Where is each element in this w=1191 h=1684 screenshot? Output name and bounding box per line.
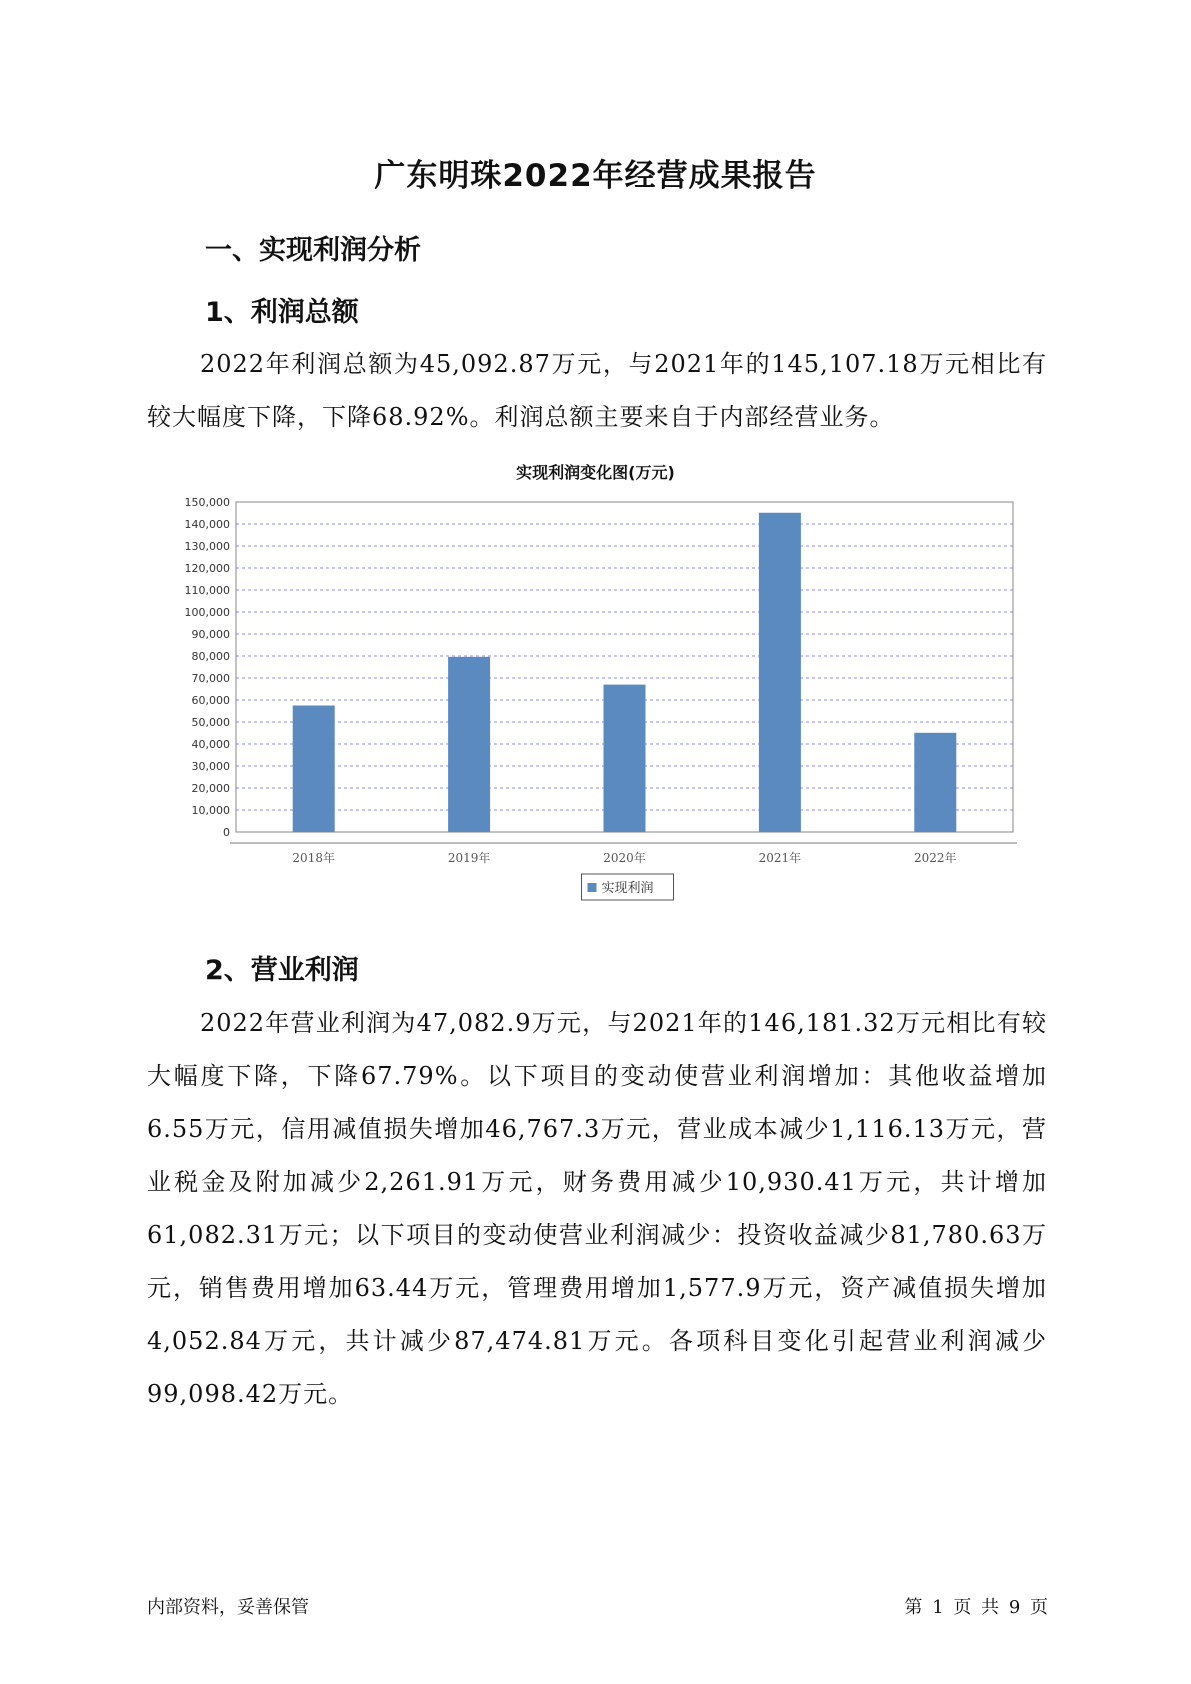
y-tick-label: 90,000: [191, 628, 230, 641]
y-tick-label: 70,000: [191, 672, 230, 685]
y-tick-label: 50,000: [191, 716, 230, 729]
legend-swatch: [588, 883, 597, 892]
y-tick-label: 10,000: [191, 804, 230, 817]
chart-title: 实现利润变化图(万元): [516, 463, 675, 482]
bar: [448, 657, 490, 832]
x-tick-label: 2020年: [603, 851, 646, 865]
legend-label: 实现利润: [601, 881, 654, 896]
y-tick-label: 150,000: [184, 496, 230, 509]
bar: [759, 513, 801, 832]
x-tick-label: 2019年: [447, 851, 491, 865]
footer-confidential: 内部资料，妥善保管: [147, 1597, 309, 1618]
bar: [914, 733, 956, 832]
y-tick-label: 60,000: [191, 694, 230, 707]
y-tick-label: 140,000: [184, 518, 230, 531]
paragraph-profit-total: 2022年利润总额为45,092.87万元，与2021年的145,107.18万元相比有较大幅度下降，下降68.92%。利润总额主要来自于内部经营业务。: [147, 350, 1047, 431]
profit-bar-chart: [150, 488, 1030, 928]
bar: [604, 685, 646, 832]
y-tick-label: 130,000: [184, 540, 230, 553]
x-tick-label: 2021年: [758, 851, 802, 865]
document-title: 广东明珠2022年经营成果报告: [374, 158, 817, 194]
y-tick-label: 100,000: [184, 606, 230, 619]
x-tick-label: 2018年: [292, 851, 335, 865]
y-tick-label: 120,000: [184, 562, 230, 575]
footer-page-number: 第 1 页 共 9 页: [904, 1597, 1048, 1618]
y-tick-label: 80,000: [191, 650, 230, 663]
section-heading: 一、实现利润分析: [205, 235, 421, 266]
y-tick-label: 30,000: [191, 760, 230, 773]
y-tick-label: 40,000: [191, 738, 230, 751]
subsection-heading-operating-profit: 2、营业利润: [205, 955, 359, 986]
paragraph-operating-profit: 2022年营业利润为47,082.9万元，与2021年的146,181.32万元相比有较大幅度下降，下降67.79%。以下项目的变动使营业利润增加：其他收益增加6.55万元，信用减值损失增加46,767.3万元，营业成本减少1,116.13万元，营业税金及附加减少2,261.91万元，财务费用减少10,930.41万元，共计增加61,082.31万元；以下项目的变动使营业利润减少：投资收益减少81,780.63万元，销售费用增加63.44万元，管理费用增加1,577.9万元，资产减值损失增加4,052.84万元，共计减少87,474.81万元。各项科目变化引起营业利润减少99,098.42万元。: [147, 1009, 1047, 1408]
subsection-heading-profit-total: 1、利润总额: [205, 297, 359, 328]
y-tick-label: 0: [223, 826, 230, 839]
y-tick-label: 20,000: [191, 782, 230, 795]
bar: [293, 706, 335, 833]
x-tick-label: 2022年: [914, 851, 957, 865]
y-tick-label: 110,000: [184, 584, 230, 597]
